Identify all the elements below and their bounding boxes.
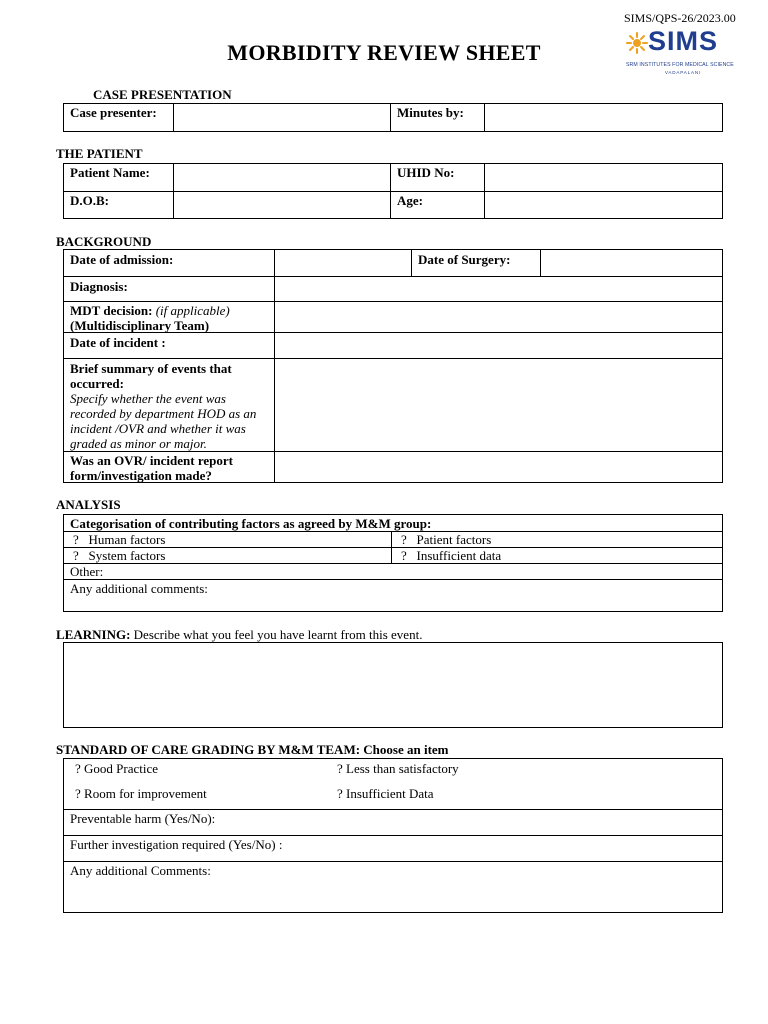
date-of-surgery-field[interactable] bbox=[541, 250, 730, 276]
case-presenter-field[interactable] bbox=[174, 104, 398, 131]
mdt-decision-field[interactable] bbox=[275, 302, 730, 332]
event-summary-note: Specify whether the event was recorded by department HOD as an incident /OVR and whether it was graded as minor or major. bbox=[70, 391, 257, 451]
event-summary-field[interactable] bbox=[275, 359, 730, 459]
case-presentation-heading: CASE PRESENTATION bbox=[93, 87, 232, 102]
patient-name-field[interactable] bbox=[174, 164, 398, 191]
analysis-comments-field[interactable] bbox=[64, 595, 728, 611]
mdt-decision-title: MDT decision: bbox=[70, 303, 153, 318]
date-of-admission-field[interactable] bbox=[275, 250, 419, 276]
case-presentation-table bbox=[63, 103, 723, 132]
page-title: MORBIDITY REVIEW SHEET bbox=[227, 40, 541, 65]
learning-heading-row bbox=[56, 627, 422, 643]
human-factors-label: Human factors bbox=[88, 532, 166, 547]
logo-location: VADAPALANI bbox=[664, 70, 702, 75]
background-heading: BACKGROUND bbox=[56, 234, 152, 249]
logo-subtitle: SRM INSTITUTES FOR MEDICAL SCIENCE bbox=[626, 62, 734, 68]
diagnosis-label: Diagnosis: bbox=[70, 279, 128, 294]
contributing-factors-label: Categorisation of contributing factors as agreed by M&M group: bbox=[70, 516, 432, 531]
grading-table bbox=[63, 758, 723, 913]
sims-logo bbox=[624, 28, 746, 76]
further-investigation-label: Further investigation required (Yes/No) : bbox=[70, 837, 283, 852]
uhid-label: UHID No: bbox=[397, 165, 455, 180]
human-factors-option[interactable] bbox=[64, 531, 391, 548]
analysis-heading: ANALYSIS bbox=[56, 497, 121, 512]
ovr-report-label: Was an OVR/ incident report form/investigation made? bbox=[70, 453, 233, 483]
ovr-report-field[interactable] bbox=[275, 452, 730, 482]
other-label: Other: bbox=[70, 564, 104, 579]
preventable-harm-field[interactable] bbox=[244, 810, 728, 835]
mdt-decision-note: (if applicable) bbox=[155, 303, 230, 318]
less-than-satisfactory-label: Less than satisfactory bbox=[346, 761, 459, 776]
patient-table bbox=[63, 163, 723, 219]
dob-field[interactable] bbox=[174, 192, 398, 218]
sun-icon bbox=[626, 32, 648, 54]
patient-name-label: Patient Name: bbox=[70, 165, 150, 180]
learning-field[interactable] bbox=[64, 643, 730, 735]
room-for-improvement-label: Room for improvement bbox=[84, 786, 207, 801]
minutes-by-label: Minutes by: bbox=[397, 105, 464, 120]
grading-comments-field[interactable] bbox=[64, 877, 728, 918]
checkbox-icon[interactable]: ? bbox=[73, 548, 79, 563]
checkbox-icon[interactable]: ? bbox=[75, 761, 81, 776]
background-table bbox=[63, 249, 723, 483]
date-of-surgery-label: Date of Surgery: bbox=[418, 252, 511, 267]
case-presenter-label: Case presenter: bbox=[70, 105, 157, 120]
insufficient-data-grading-option[interactable] bbox=[331, 785, 440, 802]
insufficient-data-option[interactable] bbox=[392, 547, 722, 564]
patient-factors-label: Patient factors bbox=[416, 532, 492, 547]
checkbox-icon[interactable]: ? bbox=[401, 548, 407, 563]
good-practice-label: Good Practice bbox=[84, 761, 159, 776]
date-of-incident-label: Date of incident : bbox=[70, 335, 166, 350]
dob-label: D.O.B: bbox=[70, 193, 109, 208]
analysis-table bbox=[63, 514, 723, 612]
learning-box bbox=[63, 642, 723, 728]
preventable-harm-label: Preventable harm (Yes/No): bbox=[70, 811, 216, 826]
checkbox-icon[interactable]: ? bbox=[75, 786, 81, 801]
grading-heading: STANDARD OF CARE GRADING BY M&M TEAM: Choose an item bbox=[56, 742, 449, 757]
diagnosis-field[interactable] bbox=[275, 277, 730, 301]
checkbox-icon[interactable]: ? bbox=[337, 761, 343, 776]
mdt-decision-subtitle: (Multidisciplinary Team) bbox=[70, 318, 210, 333]
logo-wordmark: SIMS bbox=[648, 26, 719, 56]
age-label: Age: bbox=[397, 193, 423, 208]
checkbox-icon[interactable]: ? bbox=[337, 786, 343, 801]
mdt-decision-label bbox=[64, 302, 274, 334]
date-of-admission-label: Date of admission: bbox=[70, 252, 174, 267]
system-factors-label: System factors bbox=[88, 548, 166, 563]
checkbox-icon[interactable]: ? bbox=[73, 532, 79, 547]
learning-prompt: Describe what you feel you have learnt from this event. bbox=[133, 627, 423, 642]
insufficient-data-grading-label: Insufficient Data bbox=[346, 786, 434, 801]
less-than-satisfactory-option[interactable] bbox=[331, 760, 465, 777]
room-for-improvement-option[interactable] bbox=[69, 785, 213, 802]
event-summary-title: Brief summary of events that occurred: bbox=[70, 361, 232, 391]
age-field[interactable] bbox=[485, 192, 730, 218]
insufficient-data-label: Insufficient data bbox=[416, 548, 502, 563]
date-of-incident-field[interactable] bbox=[275, 333, 730, 358]
checkbox-icon[interactable]: ? bbox=[401, 532, 407, 547]
further-investigation-field[interactable] bbox=[309, 836, 728, 861]
uhid-field[interactable] bbox=[485, 164, 730, 191]
patient-heading: THE PATIENT bbox=[56, 146, 143, 161]
other-field[interactable] bbox=[114, 564, 728, 579]
patient-factors-option[interactable] bbox=[392, 531, 722, 548]
good-practice-option[interactable] bbox=[69, 760, 164, 777]
analysis-comments-label: Any additional comments: bbox=[70, 581, 208, 596]
minutes-by-field[interactable] bbox=[485, 104, 730, 131]
grading-comments-label: Any additional Comments: bbox=[70, 863, 211, 878]
learning-heading: LEARNING: bbox=[56, 627, 131, 642]
system-factors-option[interactable] bbox=[64, 547, 391, 564]
document-reference: SIMS/QPS-26/2023.00 bbox=[624, 11, 736, 25]
event-summary-label bbox=[64, 360, 274, 452]
